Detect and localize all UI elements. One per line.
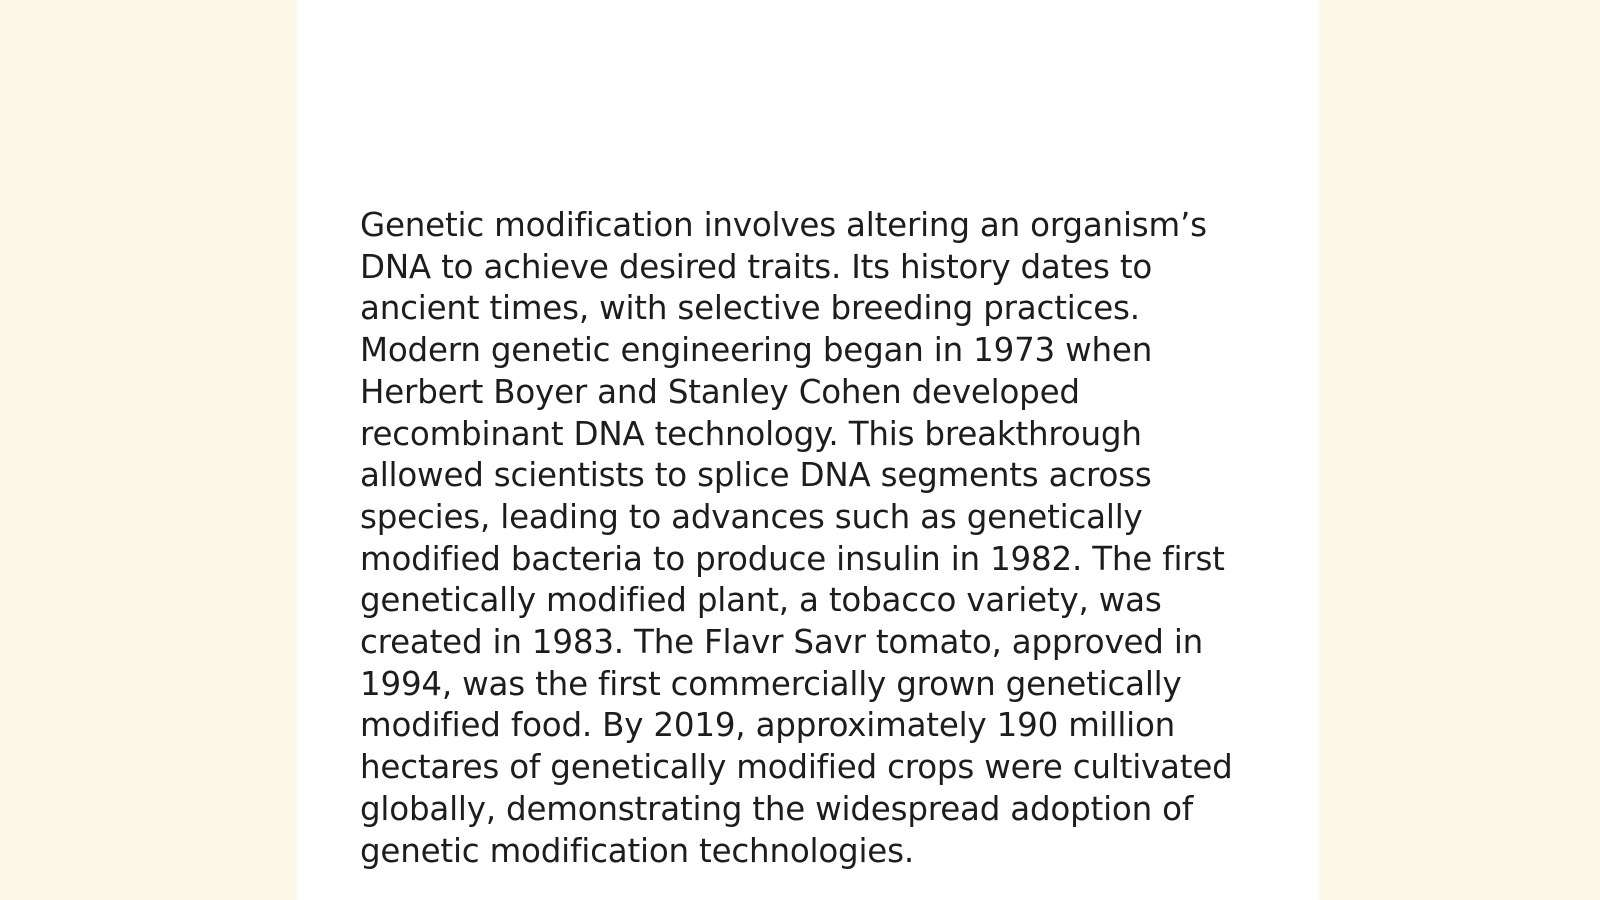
paragraph-line: hectares of genetically modified crops were cultivated xyxy=(360,748,1233,787)
paragraph-line: Herbert Boyer and Stanley Cohen developed xyxy=(360,372,1080,411)
paragraph-line: Genetic modification involves altering an organism’s xyxy=(360,206,1207,244)
paragraph-line: genetic modification technologies. xyxy=(360,831,914,870)
paragraph-line: recombinant DNA technology. This breakthrough xyxy=(360,414,1142,453)
paragraph-line: ancient times, with selective breeding practices. xyxy=(360,289,1140,328)
body-paragraph xyxy=(360,205,1260,872)
paragraph-line: modified bacteria to produce insulin in 1982. The first xyxy=(360,539,1225,578)
paragraph-line: Modern genetic engineering began in 1973 when xyxy=(360,331,1153,370)
paragraph-line: DNA to achieve desired traits. Its history dates to xyxy=(360,247,1153,286)
paragraph-line: globally, demonstrating the widespread adoption of xyxy=(360,789,1194,828)
paragraph-line: modified food. By 2019, approximately 190 million xyxy=(360,706,1176,745)
paragraph-line: 1994, was the first commercially grown genetically xyxy=(360,664,1182,703)
document-page xyxy=(297,0,1319,900)
paragraph-line: created in 1983. The Flavr Savr tomato, approved in xyxy=(360,623,1204,662)
paragraph-line: species, leading to advances such as genetically xyxy=(360,497,1143,536)
paragraph-line: genetically modified plant, a tobacco variety, was xyxy=(360,581,1162,620)
paragraph-line: allowed scientists to splice DNA segments across xyxy=(360,456,1152,495)
